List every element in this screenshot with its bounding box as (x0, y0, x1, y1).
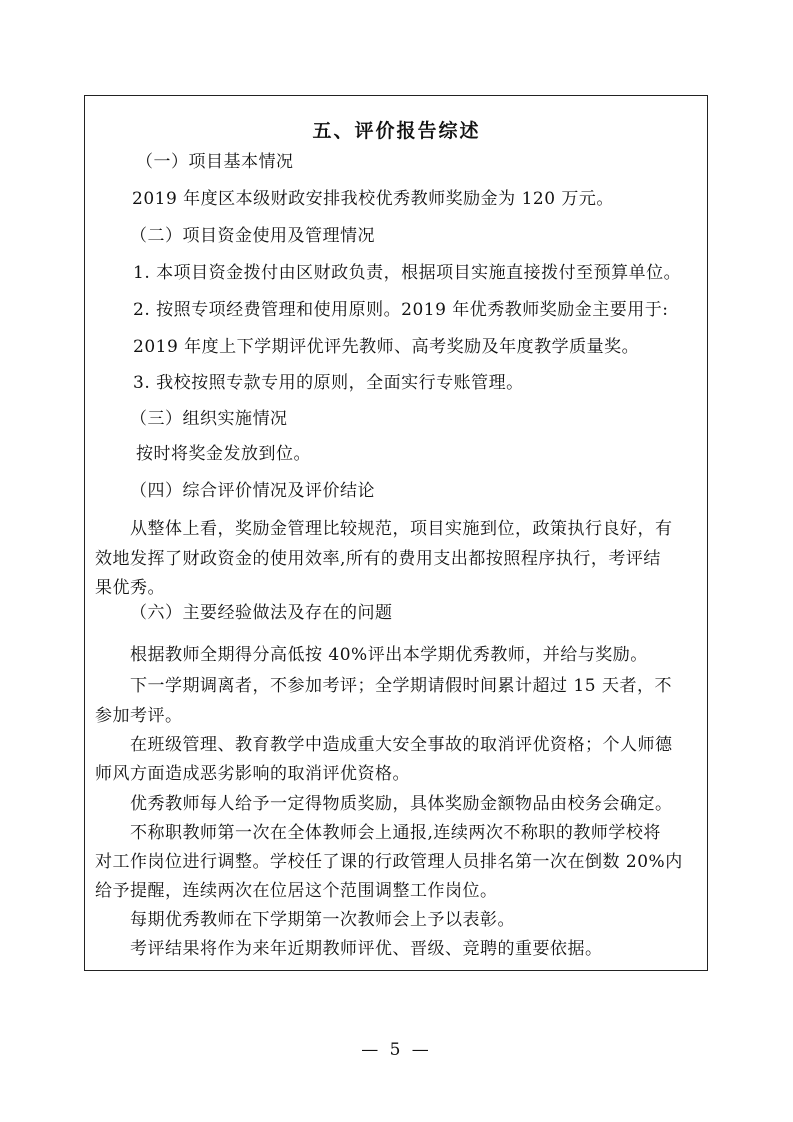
subheading-evaluation: （四）综合评价情况及评价结论 (130, 481, 375, 501)
paragraph-line: 下一学期调离者，不参加考评；全学期请假时间累计超过 15 天者，不 (130, 676, 672, 696)
subheading-experience: （六）主要经验做法及存在的问题 (130, 603, 393, 623)
paragraph-line: 考评结果将作为来年近期教师评优、晋级、竞聘的重要依据。 (130, 939, 603, 959)
paragraph-line: 3. 我校按照专款专用的原则，全面实行专账管理。 (133, 373, 524, 393)
paragraph-line: 效地发挥了财政资金的使用效率,所有的费用支出都按照程序执行，考评结 (95, 549, 661, 569)
paragraph-line: 不称职教师第一次在全体教师会上通报,连续两次不称职的教师学校将 (130, 823, 661, 843)
subheading-project-basics: （一）项目基本情况 (136, 152, 294, 172)
page-number: — 5 — (361, 1040, 432, 1060)
paragraph-line: 按时将奖金发放到位。 (136, 444, 311, 464)
paragraph-line: 优秀教师每人给予一定得物质奖励，具体奖励金额物品由校务会确定。 (130, 794, 673, 814)
paragraph-line: 1. 本项目资金拨付由区财政负责，根据项目实施直接拨付至预算单位。 (133, 263, 682, 283)
paragraph-line: 在班级管理、教育教学中造成重大安全事故的取消评优资格；个人师德 (130, 735, 673, 755)
subheading-implementation: （三）组织实施情况 (130, 409, 288, 429)
section-title: 五、评价报告综述 (312, 120, 481, 142)
paragraph-line: 2. 按照专项经费管理和使用原则。2019 年优秀教师奖励金主要用于: (133, 300, 669, 320)
paragraph-line: 果优秀。 (95, 578, 165, 598)
paragraph-line: 从整体上看，奖励金管理比较规范，项目实施到位，政策执行良好，有 (130, 519, 673, 539)
paragraph-line: 师风方面造成恶劣影响的取消评优资格。 (95, 764, 410, 784)
paragraph-line: 2019 年度上下学期评优评先教师、高考奖励及年度教学质量奖。 (133, 337, 640, 357)
paragraph-line: 根据教师全期得分高低按 40%评出本学期优秀教师，并给与奖励。 (130, 645, 648, 665)
paragraph-line: 对工作岗位进行调整。学校任了课的行政管理人员排名第一次在倒数 20%内 (95, 852, 683, 872)
paragraph-line: 2019 年度区本级财政安排我校优秀教师奖励金为 120 万元。 (132, 189, 614, 209)
paragraph-line: 每期优秀教师在下学期第一次教师会上予以表彰。 (130, 910, 515, 930)
paragraph-line: 参加考评。 (95, 706, 183, 726)
paragraph-line: 给予提醒，连续两次在位居这个范围调整工作岗位。 (95, 881, 498, 901)
subheading-fund-management: （二）项目资金使用及管理情况 (130, 226, 375, 246)
